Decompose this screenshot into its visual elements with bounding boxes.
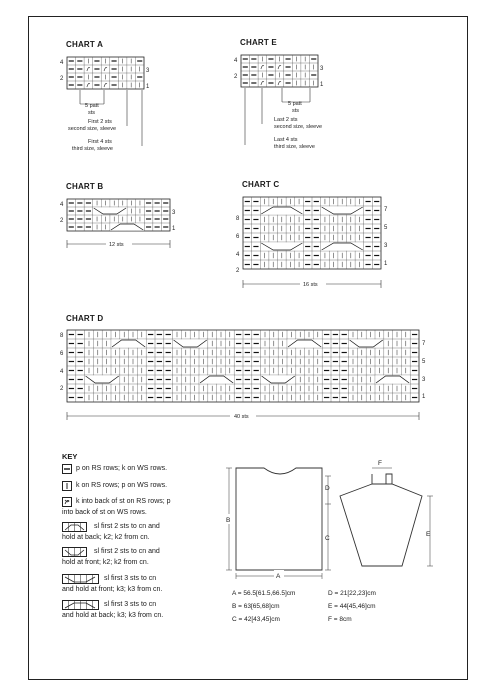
chart-c-row-label: 4 [236,252,240,258]
chart-d [58,328,438,428]
cable-3-3-back-icon [62,600,102,610]
chart-c-row-label: 6 [236,234,240,240]
dim-a-label: A [276,573,281,580]
chart-d-row-label: 2 [60,386,64,392]
chart-e-note: Last 4 sts [274,137,298,143]
chart-e-note: sts [292,108,300,114]
chart-e-note: Last 2 sts [274,117,298,123]
chart-d-row-label: 1 [422,394,426,400]
chart-d-row-label: 4 [60,369,64,375]
chart-c-row-label: 2 [236,268,240,274]
cable-3-3-front-icon [62,574,102,584]
cable-2-2-front-icon [62,547,92,557]
chart-a-row-label: 1 [146,84,150,90]
chart-a-note: 5 patt [85,103,99,109]
key-item-label: sl first 2 sts to cn and [94,548,160,555]
chart-c-row-label: 8 [236,216,240,222]
chart-e [232,52,342,152]
knit-symbol-icon [62,481,74,491]
chart-c-row-label: 3 [384,243,388,249]
chart-d-row-label: 3 [422,377,426,383]
chart-e-title: CHART E [240,38,277,47]
chart-c-row-label: 7 [384,207,388,213]
chart-c-title: CHART C [242,180,280,189]
key-item-label: into back of st on WS rows. [62,509,147,516]
chart-a-title: CHART A [66,40,104,49]
dim-e-label: E [426,531,431,538]
measurement-c: C = 42[43,45]cm [232,616,280,623]
twisted-stitch-icon [62,497,74,507]
purl-symbol-icon [62,464,74,474]
chart-a-row-label: 4 [60,60,64,66]
key-item-label: p on RS rows; k on WS rows. [76,465,168,472]
key-item-label: sl first 2 sts to cn and [94,523,160,530]
chart-a-note: First 2 sts [88,119,112,125]
key-item-label: and hold at front; k3; k3 from cn. [62,586,163,593]
dim-c-label: C [325,535,330,542]
chart-b-row-label: 4 [60,202,64,208]
chart-e-note: 5 patt [288,101,302,107]
chart-d-title: CHART D [66,314,104,323]
chart-c-width-label: 16 sts [303,282,318,288]
chart-a [58,54,168,154]
chart-d-row-label: 7 [422,341,426,347]
cable-2-2-back-icon [62,522,92,532]
key-item-label: k on RS rows; p on WS rows. [76,482,168,489]
measurement-b: B = 63[65,68]cm [232,603,280,610]
key-item-label: hold at back; k2; k2 from cn. [62,534,150,541]
key-item-label: hold at front; k2; k2 from cn. [62,559,149,566]
chart-a-note: First 4 sts [88,139,112,145]
chart-b-row-label: 2 [60,218,64,224]
measurement-a: A = 56.5[61.5,66.5]cm [232,590,296,597]
chart-a-note: sts [88,110,96,116]
key-title: KEY [62,452,78,461]
chart-e-row-label: 2 [234,74,238,80]
chart-c-row-label: 5 [384,225,388,231]
key-item-label: and hold at back; k3; k3 from cn. [62,612,164,619]
measurement-e: E = 44[45,46]cm [328,603,376,610]
chart-d-row-label: 5 [422,359,426,365]
chart-c-row-label: 1 [384,261,388,267]
chart-e-note: third size, sleeve [274,144,315,150]
chart-b-width-label: 12 sts [109,242,124,248]
chart-a-row-label: 2 [60,76,64,82]
chart-b [58,196,188,260]
chart-c [234,194,394,294]
measurement-f: F = 8cm [328,616,352,623]
body-outline [236,468,322,570]
garment-schematic [222,456,442,586]
chart-a-note: second size, sleeve [68,126,116,132]
chart-d-width-label: 40 sts [234,414,249,420]
sleeve-cuff [372,474,392,484]
measurement-d: D = 21[22,23]cm [328,590,376,597]
dim-d-label: D [325,485,330,492]
key-item-label: sl first 3 sts to cn [104,601,157,608]
chart-b-row-label: 3 [172,210,176,216]
chart-d-row-label: 6 [60,351,64,357]
chart-b-row-label: 1 [172,226,176,232]
chart-d-row-label: 8 [60,333,64,339]
chart-e-row-label: 1 [320,82,324,88]
dim-f-label: F [378,460,382,467]
chart-e-row-label: 3 [320,66,324,72]
chart-a-row-label: 3 [146,68,150,74]
dim-b-label: B [226,517,231,524]
key-item-label: sl first 3 sts to cn [104,575,157,582]
chart-a-note: third size, sleeve [72,146,113,152]
key-item-label: k into back of st on RS rows; p [76,498,171,505]
sleeve-outline [340,484,422,566]
chart-b-title: CHART B [66,182,104,191]
chart-e-note: second size, sleeve [274,124,322,130]
chart-e-row-label: 4 [234,58,238,64]
